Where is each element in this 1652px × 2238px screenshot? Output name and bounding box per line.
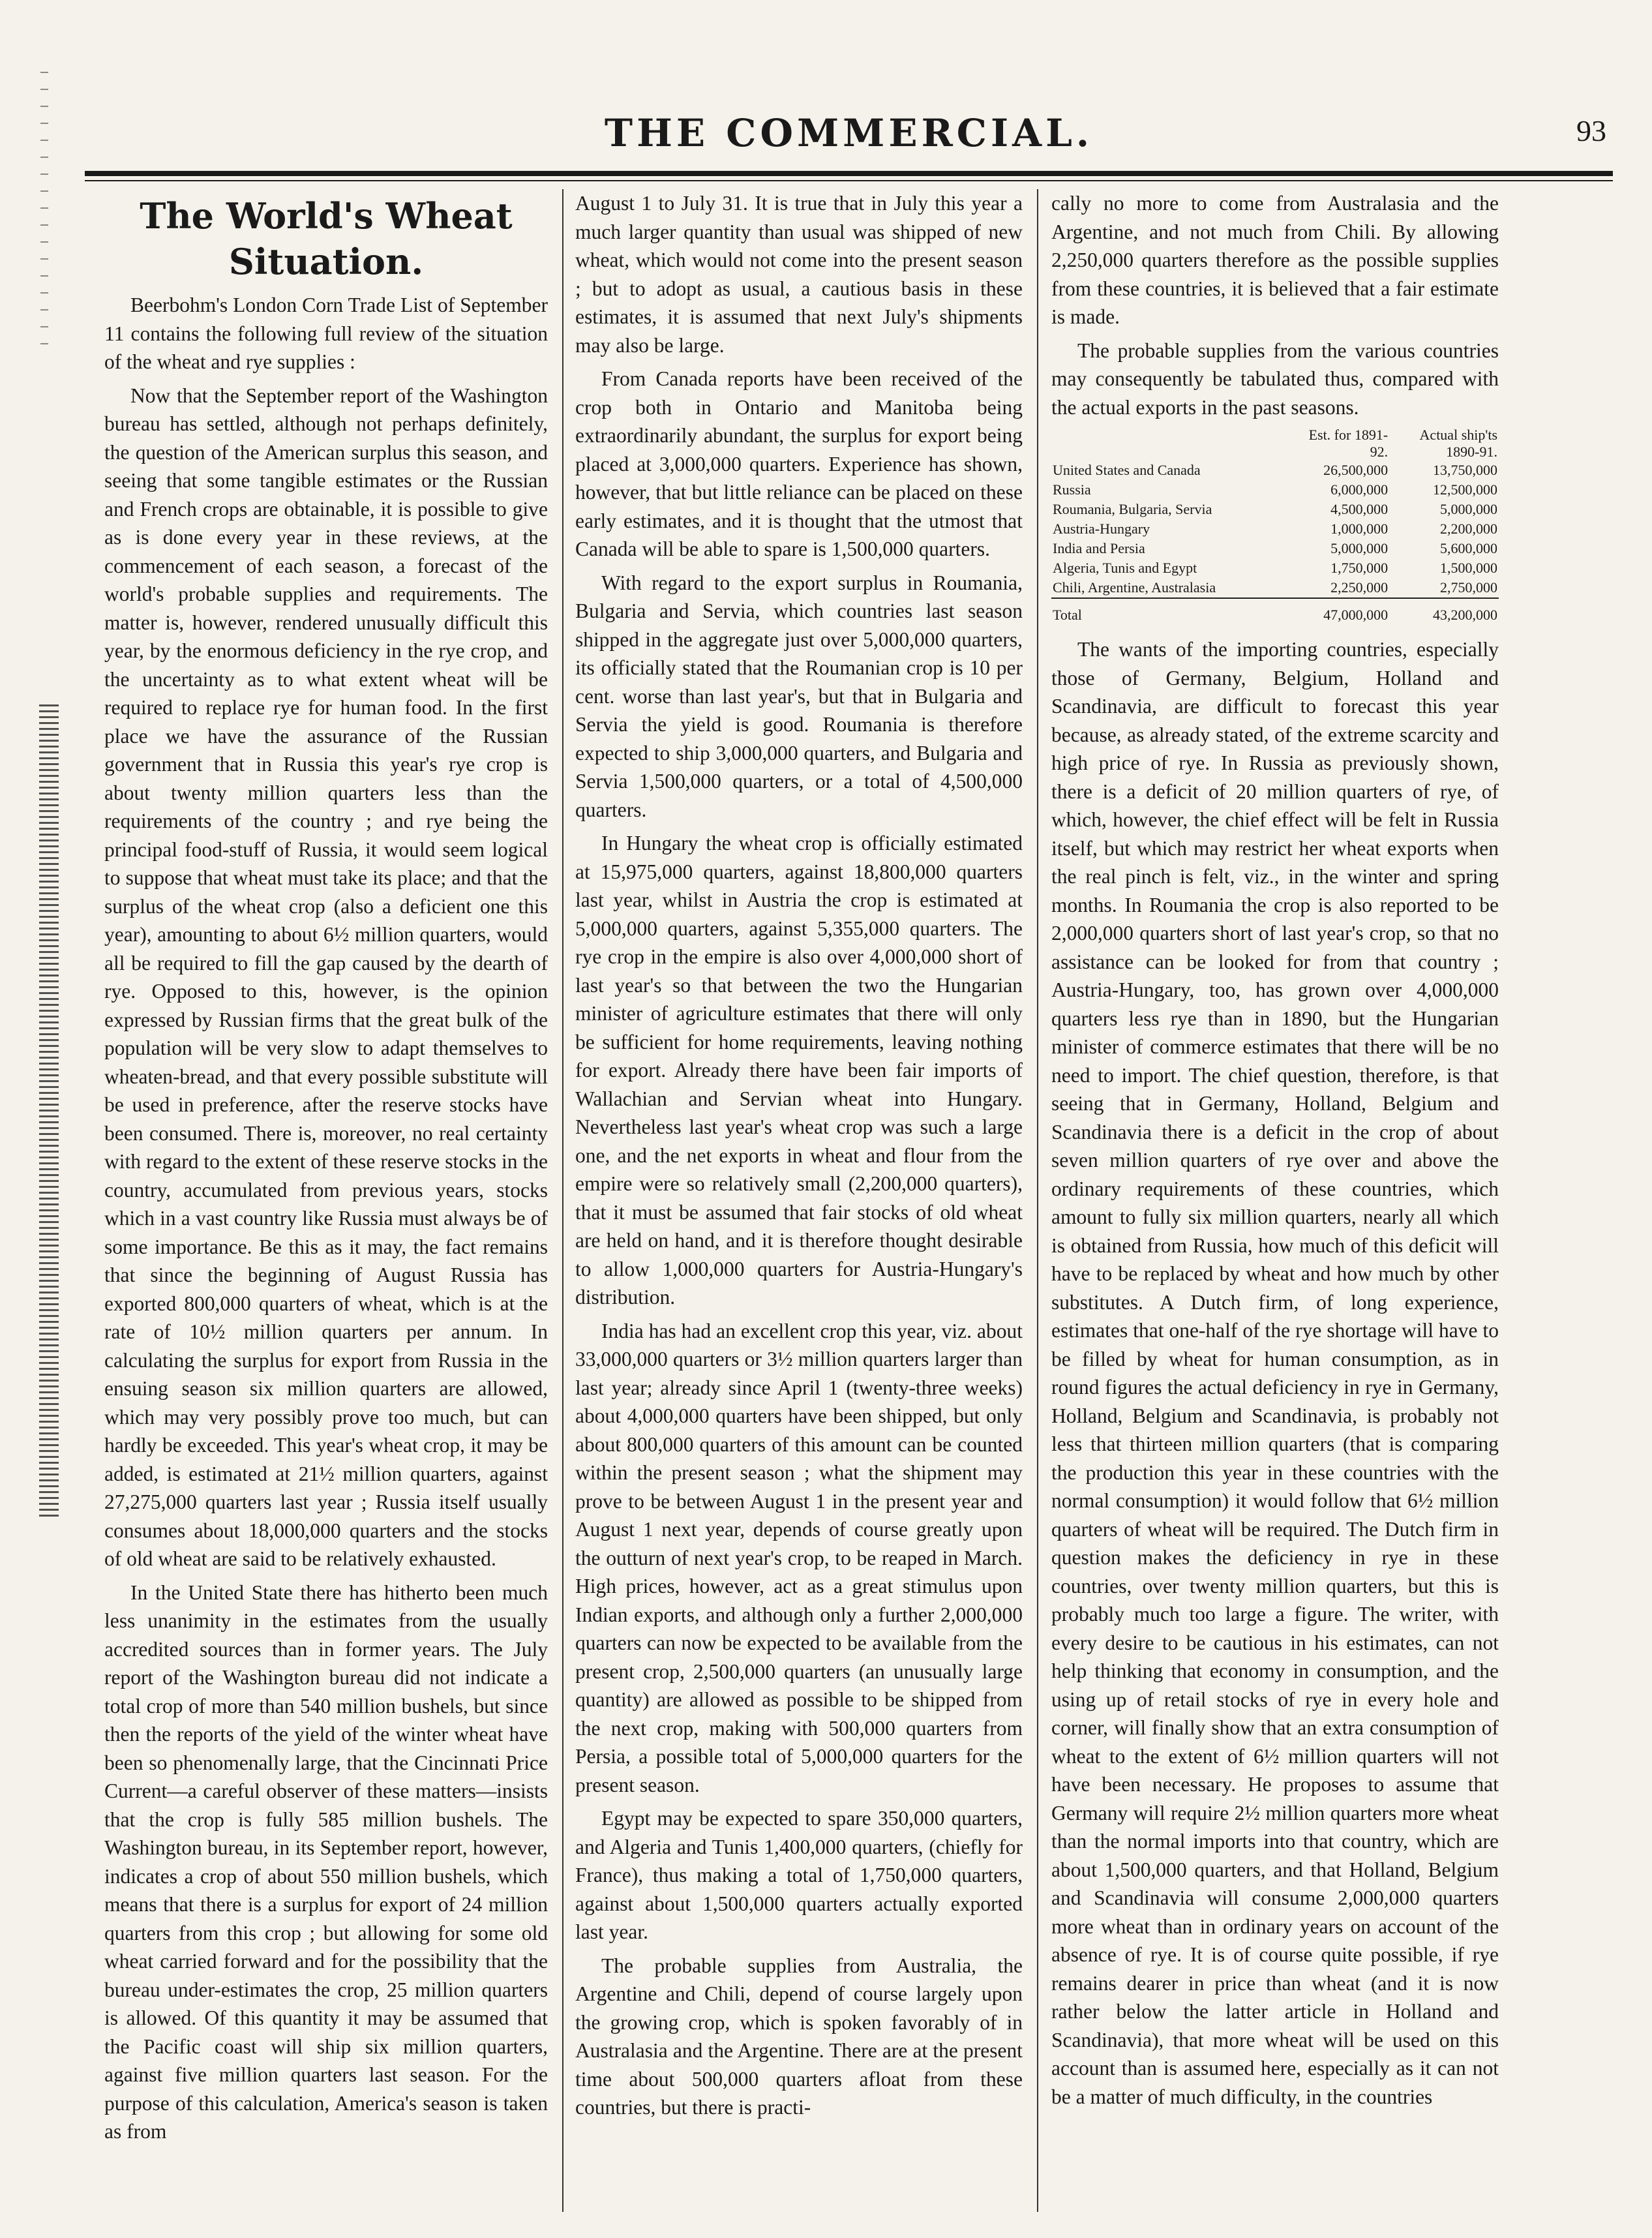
table-row <box>1051 578 1499 598</box>
total-label: Total <box>1051 598 1302 625</box>
total-actual: 43,200,000 <box>1389 598 1499 625</box>
country-cell: Austria-Hungary <box>1053 521 1150 537</box>
table-row <box>1051 500 1499 519</box>
header-rule-thick <box>85 171 1613 176</box>
paragraph: Egypt may be expected to spare 350,000 quarters, and Algeria and Tunis 1,400,000 quarters, (chiefly for France), thus making a total of 1,750,000 quarters, against about 1,500,000 quarters actually exported last year. <box>575 1807 1023 1943</box>
total-est: 47,000,000 <box>1302 598 1389 625</box>
actual-cell: 2,750,000 <box>1440 579 1497 596</box>
actual-cell: 13,750,000 <box>1433 462 1497 478</box>
table-header-row <box>1051 427 1499 461</box>
est-cell: 5,000,000 <box>1330 540 1389 556</box>
paragraph: cally no more to come from Australasia and the Argentine, and not much from Chili. By allowing 2,250,000 quarters therefore as the possible supplies from these countries, it is believed that a fair estimate is made. <box>1051 192 1499 328</box>
country-cell: Roumania, Bulgaria, Servia <box>1053 501 1212 517</box>
est-cell: 4,500,000 <box>1330 501 1389 517</box>
page-number: 93 <box>1576 114 1606 147</box>
article-title: The World's Wheat Situation. <box>140 195 513 282</box>
column-divider-2 <box>1037 189 1038 2212</box>
masthead <box>85 111 1613 163</box>
paragraph: The wants of the importing countries, especially those of Germany, Belgium, Holland and Scandinavia, are difficult to forecast this year because, as already stated, of the extreme scarcity and high price of rye. In Russia as previously shown, there is a deficit of 20 million quarters of rye, of which, however, the chief effect will be felt in Russia itself, but which may restrict her wheat exports when the real pinch is felt, viz., in the winter and spring months. In Roumania the crop is also reported to be 2,000,000 quarters short of last year's crop, so that no assistance can be looked for from that country ; Austria-Hungary, too, has grown over 4,000,000 quarters less rye than in 1890, but the Hungarian minister of commerce estimates that there will be no need to import. The chief question, therefore, is that seeing that in Germany, Holland, Belgium and Scandinavia there is a deficit in the crop of about seven million quarters of rye over and above the ordinary requirements of these countries, which amount to fully six million quarters, nearly all which is obtained from Russia, how much of this deficit will have to be replaced by wheat and how much by other substitutes. A Dutch firm, of long experience, estimates that one-half of the rye shortage will have to be filled by wheat for human consumption, as in round figures the actual deficiency in rye in Germany, Holland, Belgium and Scandinavia, is probably not less that thirteen million quarters (that is comparing the production this year in these countries with the normal consumption) it would follow that 6½ million quarters of wheat will be required. The Dutch firm in question makes the deficiency in rye in these countries, over twenty million quarters, but this is probably much too large a figure. The writer, with every desire to be cautious in his estimates, can not help thinking that economy in consumption, and the using up of retail stocks of rye in every hole and corner, will finally show that an extra consumption of wheat to the extent of 6½ million quarters will not have been necessary. He proposes to assume that Germany will require 2½ million quarters more wheat than the normal imports into that country, which are about 1,500,000 quarters, and that Holland, Belgium and Scandinavia will consume 2,000,000 quarters more wheat than in ordinary years on account of the absence of rye. It is of course quite possible, if rye remains dearer in price than wheat (and it is now rather below the latter article in Holland and Scandinavia), that more wheat will be used on this account than is assumed here, especially as it can not be a matter of much difficulty, in the countries <box>1051 638 1499 2108</box>
country-cell: Russia <box>1053 481 1091 498</box>
est-cell: 2,250,000 <box>1330 579 1389 596</box>
country-cell: United States and Canada <box>1053 462 1201 478</box>
margin-scan-artifact <box>39 704 59 1520</box>
paragraph: Beerbohm's London Corn Trade List of September 11 contains the following full review of the situation of the wheat and rye supplies : <box>104 294 548 373</box>
paragraph: From Canada reports have been received of the crop both in Ontario and Manitoba being extraordinarily abundant, the surplus for export being placed at 3,000,000 quarters. Experience has shown, however, that but little reliance can be placed on these early estimates, and it is thought that the utmost that Canada will be able to spare is 1,500,000 quarters. <box>575 367 1023 560</box>
paragraph: In the United State there has hitherto been much less unanimity in the estimates from the usually accredited sources than in former years. The July report of the Washington bureau did not indicate a total crop of more than 540 million bushels, but since then the reports of the yield of the winter wheat have been so phenomenally large, that the Cincinnati Price Current—a careful observer of these matters—insists that the crop is fully 585 million bushels. The Washington bureau, in its September report, however, indicates a crop of about 550 million bushels, which means that there is a surplus for export of 24 million quarters from this crop ; but allowing for some old wheat carried forward and for the possibility that the bureau under-estimates the crop, 25 million quarters is allowed. Of this quantity it may be assumed that the Pacific coast will ship six million quarters, against five million quarters last season. For the purpose of this calculation, America's season is taken as from <box>104 1580 548 2143</box>
column-1 <box>104 189 548 2218</box>
column-divider-1 <box>562 189 563 2212</box>
table-row <box>1051 558 1499 578</box>
actual-cell: 1,500,000 <box>1440 560 1497 576</box>
est-cell: 26,500,000 <box>1323 462 1389 478</box>
header-est: Est. for 1891-92. <box>1308 427 1389 460</box>
margin-scan-specks <box>40 72 48 346</box>
supplies-table <box>1051 427 1499 625</box>
paragraph: The probable supplies from the various countries may consequently be tabulated thus, compared with the actual exports in the past seasons. <box>1051 339 1499 419</box>
header-rule-thin <box>85 180 1613 181</box>
actual-cell: 5,600,000 <box>1440 540 1497 556</box>
header-actual: Actual ship'ts 1890-91. <box>1419 427 1497 460</box>
est-cell: 1,000,000 <box>1330 521 1389 537</box>
actual-cell: 12,500,000 <box>1433 481 1497 498</box>
column-2 <box>575 189 1023 2218</box>
paragraph: The probable supplies from Australia, the Argentine and Chili, depend of course largely upon the growing crop, which is spoken favorably of in Australasia and the Argentine. There are at the present time about 500,000 quarters afloat from these countries, but there is practi- <box>575 1954 1023 2119</box>
paragraph: In Hungary the wheat crop is officially estimated at 15,975,000 quarters, against 18,800,000 quarters last year, whilst in Austria the crop is estimated at 5,000,000 quarters, against 5,355,000 quarters. The rye crop in the empire is also over 4,000,000 short of last year's so that between the two the Hungarian minister of agriculture estimates that there will only be sufficient for home requirements, leaving nothing for export. Already there have been fair imports of Wallachian and Servian wheat into Hungary. Nevertheless last year's wheat crop was such a large one, and the net exports in wheat and flour from the empire were so relatively small (2,200,000 quarters), that it must be assumed that fair stocks of old wheat are held on hand, and it is therefore thought desirable to allow 1,000,000 quarters for Austria-Hungary's distribution. <box>575 832 1023 1308</box>
country-cell: Algeria, Tunis and Egypt <box>1053 560 1197 576</box>
masthead-title: THE COMMERCIAL. <box>604 111 1094 155</box>
paragraph: August 1 to July 31. It is true that in July this year a much larger quantity than usual was shipped of new wheat, which would not come into the present season ; but to adopt as usual, a cautious basis in these estimates, it is assumed that next July's shipments may also be large. <box>575 192 1023 357</box>
table-row <box>1051 461 1499 480</box>
table-row <box>1051 539 1499 558</box>
table-row <box>1051 519 1499 539</box>
actual-cell: 5,000,000 <box>1440 501 1497 517</box>
table-row <box>1051 480 1499 500</box>
country-cell: India and Persia <box>1053 540 1145 556</box>
paragraph: Now that the September report of the Washington bureau has settled, although not perhaps definitely, the question of the American surplus this season, and seeing that some tangible estimates or the Russian and French crops are obtainable, it is possible to give as is done every year in these reviews, at the commencement of each season, a forecast of the world's probable supplies and requirements. The matter is, however, rendered unusually difficult this year, by the enormous deficiency in the rye crop, and the uncertainty as to what extent wheat will be required to replace rye for human food. In the first place we have the assurance of the Russian government that in Russia this year's rye crop is about twenty million quarters less than the requirements of the country ; and rye being the principal food-stuff of Russia, it would seem logical to suppose that wheat must take its place; and that the surplus of the wheat crop (also a deficient one this year), amounting to about 6½ million quarters, would all be required to fill the gap caused by the dearth of rye. Opposed to this, however, is the opinion expressed by Russian firms that the great bulk of the population will be very slow to adapt themselves to wheaten-bread, and that every possible substitute will be used in preference, after the reserve stocks have been consumed. There is, moreover, no real certainty with regard to the extent of these reserve stocks in the country, accumulated from previous years, stocks which in a vast country like Russia must always be of some importance. Be this as it may, the fact remains that since the beginning of August Russia has exported 800,000 quarters of wheat, which is at the rate of 10½ million quarters per annum. In calculating the surplus for export from Russia in the ensuing season six million quarters are allowed, which may very possibly prove too much, but can hardly be exceeded. This year's wheat crop, it may be added, is estimated at 21½ million quarters, against 27,275,000 quarters last year ; Russia itself usually consumes about 18,000,000 quarters and the stocks of old wheat are said to be relatively exhausted. <box>104 384 548 1570</box>
est-cell: 6,000,000 <box>1330 481 1389 498</box>
actual-cell: 2,200,000 <box>1440 521 1497 537</box>
paragraph: With regard to the export surplus in Roumania, Bulgaria and Servia, which countries last season shipped in the aggregate just over 5,000,000 quarters, its officially stated that the Roumanian crop is 10 per cent. worse than last year's, but that in Bulgaria and Servia the yield is good. Roumania is therefore expected to ship 3,000,000 quarters, and Bulgaria and Servia 1,500,000 quarters, or a total of 4,500,000 quarters. <box>575 571 1023 821</box>
table-total-row <box>1051 598 1499 625</box>
country-cell: Chili, Argentine, Australasia <box>1053 579 1216 596</box>
est-cell: 1,750,000 <box>1330 560 1389 576</box>
paragraph: India has had an excellent crop this year, viz. about 33,000,000 quarters or 3½ million quarters larger than last year; already since April 1 (twenty-three weeks) about 4,000,000 quarters have been shipped, but only about 800,000 quarters of this amount can be counted within the present season ; what the shipment may prove to be between August 1 in the present year and August 1 next year, depends of course greatly upon the outturn of next year's crop, to be reaped in March. High prices, however, act as a great stimulus upon Indian exports, and although only a further 2,000,000 quarters can now be expected to be available from the present crop, 2,500,000 quarters (an unusually large quantity) are allowed as possible to be shipped from the next crop, making with 500,000 quarters from Persia, a possible total of 5,000,000 quarters for the present season. <box>575 1319 1023 1796</box>
column-3 <box>1051 189 1499 2218</box>
